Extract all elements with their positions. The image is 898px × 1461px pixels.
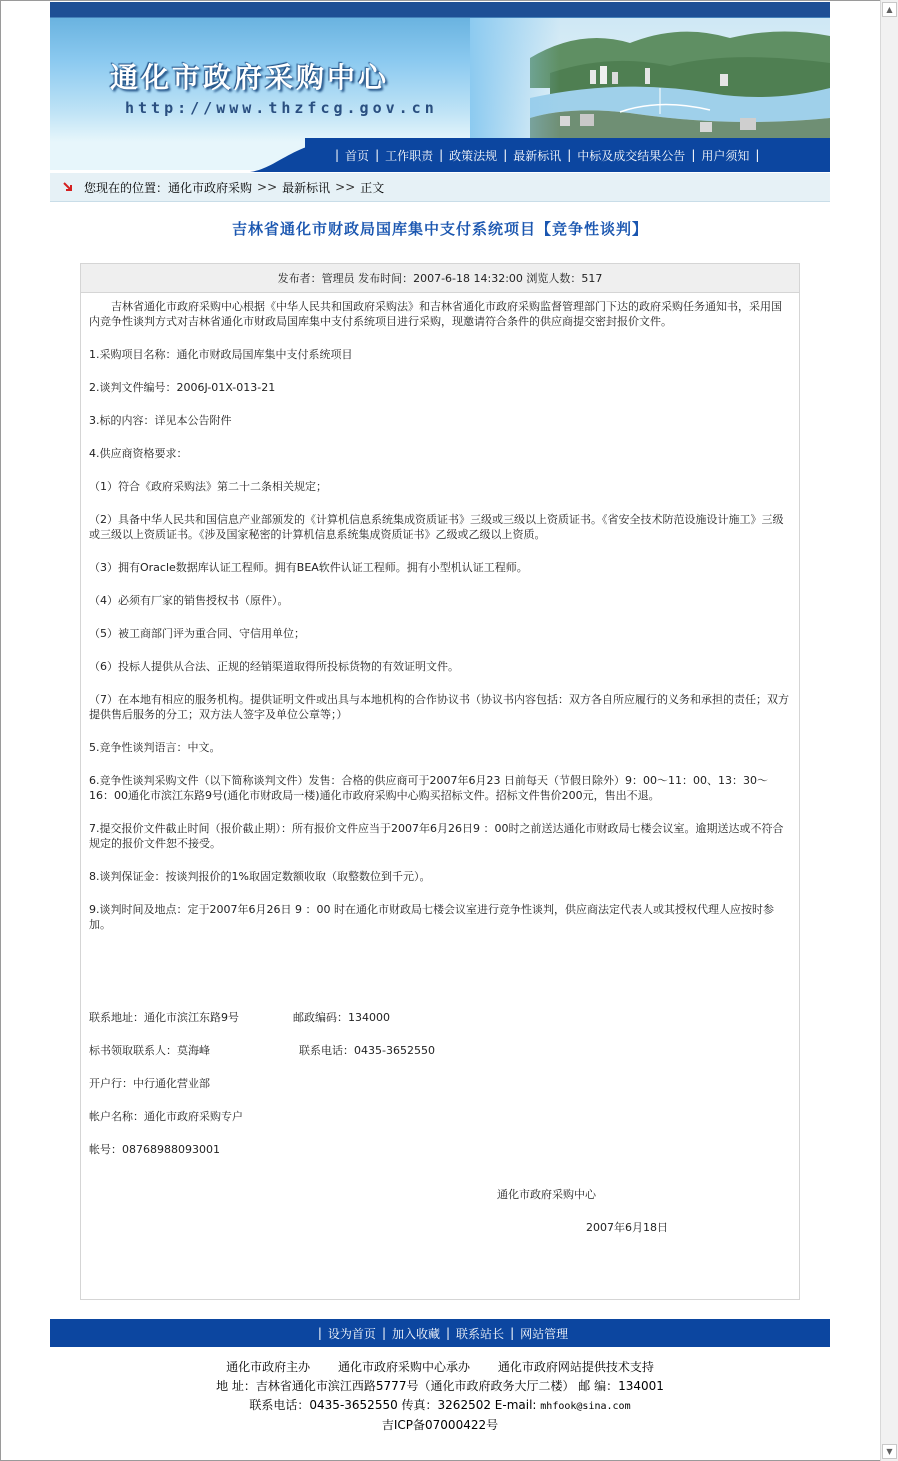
- breadcrumb: [50, 173, 830, 202]
- contact-bank: 开户行：中行通化营业部: [89, 1077, 210, 1090]
- breadcrumb-prefix: 您现在的位置：: [84, 180, 169, 195]
- breadcrumb-separator: >>: [257, 180, 278, 194]
- paragraph: （6）投标人提供从合法、正规的经销渠道取得所投标货物的有效证明文件。: [89, 660, 459, 673]
- paragraph: （2）具备中华人民共和国信息产业部颁发的《计算机信息系统集成资质证书》三级或三级以上资质证书。《省安全技术防范设施设计施工》三级或三级以上资质证书。《涉及国家秘密的计算机信息系统集成资质证书》乙级或乙级以上资质。: [89, 513, 784, 541]
- paragraph: （7）在本地有相应的服务机构。提供证明文件或出具与本地机构的合作协议书（协议书内容包括：双方各自所应履行的义务和承担的责任；双方提供售后服务的分工；双方法人签字及单位公章等；）: [89, 693, 789, 721]
- nav-item-user-notice[interactable]: 用户须知: [701, 148, 750, 163]
- contact-person: 标书领取联系人：莫海峰: [89, 1044, 210, 1057]
- signature: 通化市政府采购中心: [497, 1188, 596, 1201]
- contact-row: [89, 1043, 791, 1058]
- paragraph: 2.谈判文件编号：2006J-01X-013-21: [89, 381, 276, 394]
- main-nav: [50, 138, 830, 172]
- paragraph: 3.标的内容：详见本公告附件: [89, 414, 232, 427]
- footer-contact: 联系电话：0435-3652550 传真：3262502 E-mail:: [249, 1398, 541, 1412]
- article-box: [80, 263, 800, 1300]
- scroll-down-arrow-icon[interactable]: ▼: [882, 1444, 897, 1459]
- contact-postcode: 邮政编码：134000: [293, 1011, 390, 1024]
- breadcrumb-item-current: 正文: [360, 180, 385, 195]
- contact-phone: 联系电话：0435-3652550: [299, 1044, 435, 1057]
- article-title: 吉林省通化市财政局国库集中支付系统项目【竞争性谈判】: [231, 220, 648, 238]
- paragraph: 7.提交报价文件截止时间（报价截止期）：所有报价文件应当于2007年6月26日9 ：00时之前送达通化市财政局七楼会议室。逾期送达或不符合规定的报价文件恕不接受。: [89, 822, 784, 850]
- contact-row: [89, 1010, 791, 1025]
- breadcrumb-separator: >>: [335, 180, 356, 194]
- footer-organizer: 通化市政府采购中心承办: [337, 1360, 470, 1374]
- nav-list: | 首页 | 工作职责 | 政策法规 | 最新标讯 | 中标及成交结果公告 | 用户须知 |: [335, 148, 760, 163]
- publish-time: 2007-6-18 14:32:00: [413, 271, 523, 285]
- footer-icp[interactable]: 吉ICP备07000422号: [381, 1418, 499, 1432]
- article-meta: 发布者： 管理员 发布时间： 2007-6-18 14:32:00 浏览人数： 517: [81, 264, 799, 293]
- breadcrumb-item-procurement[interactable]: 通化市政府采购: [168, 180, 253, 195]
- publisher: 管理员: [321, 272, 355, 285]
- site-title: 通化市政府采购中心: [110, 61, 390, 94]
- footer-sponsor: 通化市政府主办: [226, 1360, 311, 1374]
- nav-item-home[interactable]: 首页: [345, 148, 370, 163]
- paragraph: 5.竞争性谈判语言：中文。: [89, 741, 221, 754]
- footer-add-favorite[interactable]: 加入收藏: [391, 1326, 440, 1341]
- article-content: [81, 293, 799, 1235]
- footer-support: 通化市政府网站提供技术支持: [497, 1360, 654, 1374]
- contact-account-name: 帐户名称：通化市政府采购专户: [89, 1110, 243, 1123]
- footer-site-admin[interactable]: 网站管理: [520, 1326, 569, 1341]
- paragraph: 6.竞争性谈判采购文件（以下简称谈判文件）发售：合格的供应商可于2007年6月23 日前每天（节假日除外）9：00～11：00、13：30～16：00通化市滨江东路9号(通化市财政局一楼)通化市政府采购中心购买招标文件。招标文件售价200元，售出不退。: [89, 774, 768, 802]
- footer-address: 地 址：吉林省通化市滨江西路5777号（通化市政府政务大厅二楼） 邮 编：134001: [216, 1379, 664, 1393]
- paragraph: 8.谈判保证金：按谈判报价的1%取固定数额收取（取整数位到千元）。: [89, 870, 431, 883]
- nav-item-latest-tenders[interactable]: 最新标讯: [513, 148, 562, 163]
- paragraph: 4.供应商资格要求：: [89, 447, 188, 460]
- footer-links: | 设为首页 | 加入收藏 | 联系站长 | 网站管理: [50, 1319, 830, 1347]
- paragraph: （4）必须有厂家的销售授权书（原件）。: [89, 594, 289, 607]
- view-count: 517: [581, 271, 603, 285]
- contact-account-number: 帐号：08768988093001: [89, 1143, 220, 1156]
- footer-email[interactable]: mhfook@sina.com: [540, 1401, 631, 1412]
- signature-date: 2007年6月18日: [586, 1221, 668, 1234]
- site-url: http://www.thzfcg.gov.cn: [125, 99, 438, 117]
- nav-item-policies[interactable]: 政策法规: [449, 148, 498, 163]
- vertical-scrollbar[interactable]: [880, 0, 898, 1461]
- contact-address: 联系地址：通化市滨江东路9号: [89, 1011, 239, 1024]
- intro-paragraph: 吉林省通化市政府采购中心根据《中华人民共和国政府采购法》和吉林省通化市政府采购监督管理部门下达的政府采购任务通知书，采用国内竞争性谈判方式对吉林省通化市财政局国库集中支付系统项目进行采购，现邀请符合条件的供应商提交密封报价文件。: [89, 300, 782, 328]
- nav-item-duties[interactable]: 工作职责: [385, 148, 434, 163]
- site-banner: [50, 2, 830, 170]
- footer-contact-admin[interactable]: 联系站长: [456, 1326, 505, 1341]
- paragraph: 9.谈判时间及地点：定于2007年6月26日 9 ：00 时在通化市财政局七楼会议室进行竞争性谈判，供应商法定代表人或其授权代理人应按时参加。: [89, 903, 774, 931]
- paragraph: （1）符合《政府采购法》第二十二条相关规定；: [89, 480, 327, 493]
- paragraph: 1.采购项目名称：通化市财政局国库集中支付系统项目: [89, 348, 353, 361]
- breadcrumb-item-latest[interactable]: 最新标讯: [282, 180, 331, 195]
- red-arrow-icon: [62, 181, 74, 193]
- footer-info: [50, 1358, 830, 1435]
- nav-item-award-results[interactable]: 中标及成交结果公告: [577, 148, 686, 163]
- city-river-photo: [470, 18, 830, 142]
- paragraph: （5）被工商部门评为重合同、守信用单位；: [89, 627, 305, 640]
- footer-set-homepage[interactable]: 设为首页: [327, 1326, 376, 1341]
- paragraph: （3）拥有Oracle数据库认证工程师。拥有BEA软件认证工程师。拥有小型机认证工程师。: [89, 561, 528, 574]
- scroll-up-arrow-icon[interactable]: ▲: [882, 2, 897, 17]
